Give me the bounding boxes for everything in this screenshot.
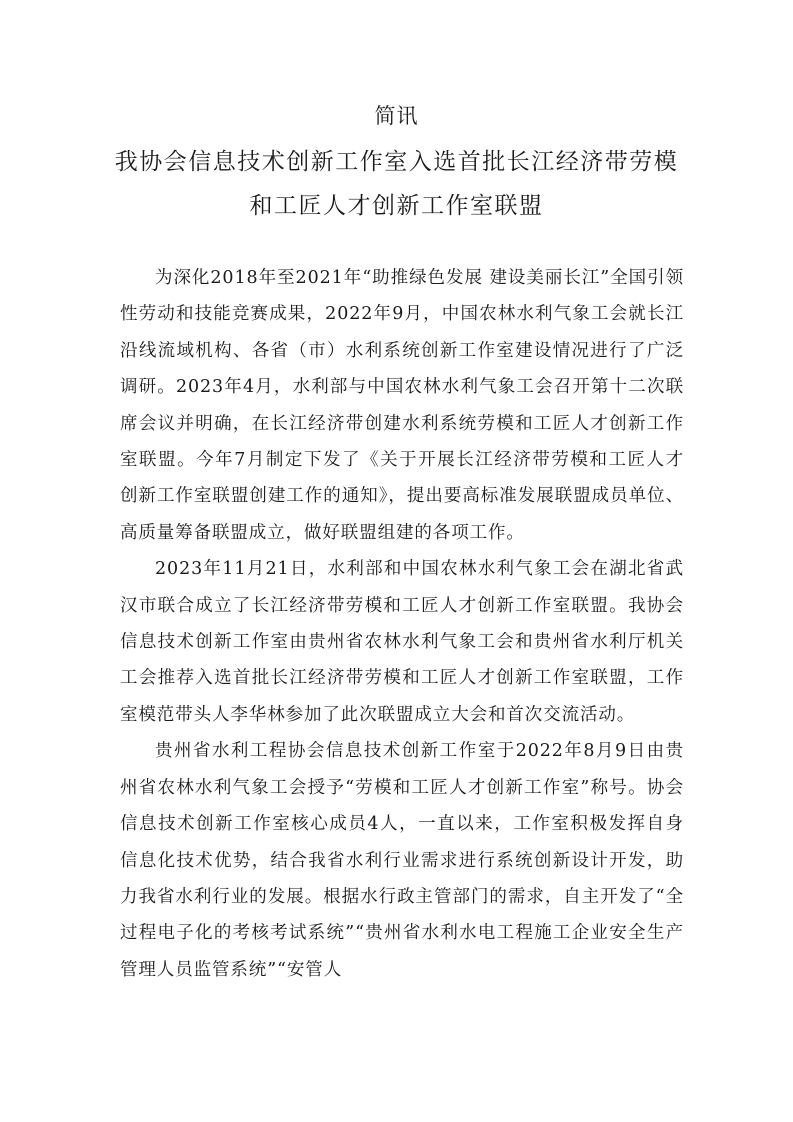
body-paragraph-1: 为深化2018年至2021年“助推绿色发展 建设美丽长江”全国引领性劳动和技能竞赛成果，2022年9月，中国农林水利气象工会就长江沿线流域机构、各省（市）水利系统创新工作室建设情况进行了广泛调研。2023年4月，水利部与中国农林水利气象工会召开第十二次联席会议并明确，在长江经济带创建水利系统劳模和工匠人才创新工作室联盟。今年7月制定下发了《关于开展长江经济带劳模和工匠人才创新工作室联盟创建工作的通知》，提出要高标准发展联盟成员单位、高质量筹备联盟成立，做好联盟组建的各项工作。: [120, 268, 684, 543]
title-line-2: 和工匠人才创新工作室联盟: [249, 193, 544, 219]
title-line-1: 我协会信息技术创新工作室入选首批长江经济带劳模: [114, 149, 679, 175]
body-paragraph-3: 贵州省水利工程协会信息技术创新工作室于2022年8月9日由贵州省农林水利气象工会授予“劳模和工匠人才创新工作室”称号。协会信息技术创新工作室核心成员4人，一直以来，工作室积极发挥自身信息化技术优势，结合我省水利行业需求进行系统创新设计开发，助力我省水利行业的发展。根据水行政主管部门的需求，自主开发了“全过程电子化的考核考试系统”“贵州省水利水电工程施工企业安全生产管理人员监管系统”“安管人: [120, 741, 684, 980]
article-body: [120, 260, 684, 988]
article-title: [90, 140, 703, 228]
body-paragraph-2: 2023年11月21日，水利部和中国农林水利气象工会在湖北省武汉市联合成立了长江经济带劳模和工匠人才创新工作室联盟。我协会信息技术创新工作室由贵州省农林水利气象工会和贵州省水利厅机关工会推荐入选首批长江经济带劳模和工匠人才创新工作室联盟，工作室模范带头人李华林参加了此次联盟成立大会和首次交流活动。: [120, 559, 684, 725]
document-type-label: 简讯: [374, 104, 419, 128]
